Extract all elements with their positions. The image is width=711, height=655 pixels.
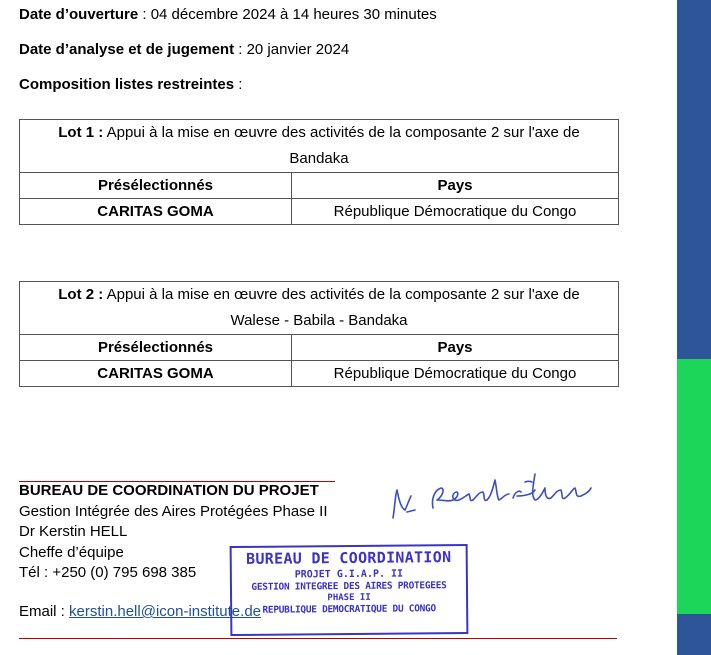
opening-date-value: : 04 décembre 2024 à 14 heures 30 minutes — [138, 6, 437, 23]
table-row — [20, 199, 619, 225]
signature-org: BUREAU DE COORDINATION DU PROJET — [19, 482, 319, 499]
stamp-line-1: BUREAU DE COORDINATION — [246, 548, 452, 568]
lot-1-col-country: Pays — [292, 173, 619, 199]
lot-2-title — [20, 282, 619, 335]
lot-1-table — [19, 119, 619, 225]
opening-date-label: Date d’ouverture — [19, 6, 139, 23]
lot-1-title — [20, 120, 619, 173]
lot-2-col-preselected: Présélectionnés — [20, 335, 292, 361]
footer-rule — [19, 638, 617, 639]
lot-1-description: Appui à la mise en œuvre des activités de la composante 2 sur l'axe de Bandaka — [103, 124, 580, 167]
stamp-line-2: PROJET G.I.A.P. II — [294, 568, 404, 581]
stamp-line-3: GESTION INTEGREE DES AIRES PROTEGEES — [251, 580, 447, 593]
composition-suffix: : — [234, 76, 243, 93]
side-bar-blue-top — [677, 0, 711, 359]
analysis-date-line — [19, 41, 349, 58]
lot-2-description: Appui à la mise en œuvre des activités de la composante 2 sur l'axe de Walese - Babila - Bandaka — [103, 286, 580, 329]
opening-date-line — [19, 6, 437, 23]
composition-line — [19, 76, 242, 93]
stamp-line-4: PHASE II — [327, 592, 371, 604]
side-bar-blue-bottom — [677, 614, 711, 655]
stamp-line-5: REPUBLIQUE DEMOCRATIQUE DU CONGO — [262, 603, 436, 616]
lot-2-row-name: CARITAS GOMA — [20, 361, 292, 387]
lot-2-table — [19, 281, 619, 387]
composition-label: Composition listes restreintes — [19, 76, 235, 93]
lot-2-label: Lot 2 : — [58, 286, 104, 303]
signature-phone: Tél : +250 (0) 795 698 385 — [19, 564, 197, 581]
lot-1-row-country: République Démocratique du Congo — [292, 199, 619, 225]
email-link[interactable]: kerstin.hell@icon-institute.de — [69, 603, 261, 620]
lot-1-row-name: CARITAS GOMA — [20, 199, 292, 225]
handwritten-signature — [385, 466, 600, 526]
lot-1-label: Lot 1 : — [58, 124, 104, 141]
email-label: Email : — [19, 603, 70, 620]
analysis-date-label: Date d’analyse et de jugement — [19, 41, 235, 58]
signature-person: Dr Kerstin HELL — [19, 523, 128, 540]
signature-project: Gestion Intégrée des Aires Protégées Phase II — [19, 502, 328, 520]
table-row — [20, 361, 619, 387]
lot-2-col-country: Pays — [292, 335, 619, 361]
lot-2-row-country: République Démocratique du Congo — [292, 361, 619, 387]
email-line — [19, 603, 261, 620]
signature-role: Cheffe d’équipe — [19, 543, 124, 561]
analysis-date-value: : 20 janvier 2024 — [234, 41, 350, 58]
official-stamp — [230, 544, 469, 636]
side-bar-green — [677, 359, 711, 614]
lot-1-col-preselected: Présélectionnés — [20, 173, 292, 199]
